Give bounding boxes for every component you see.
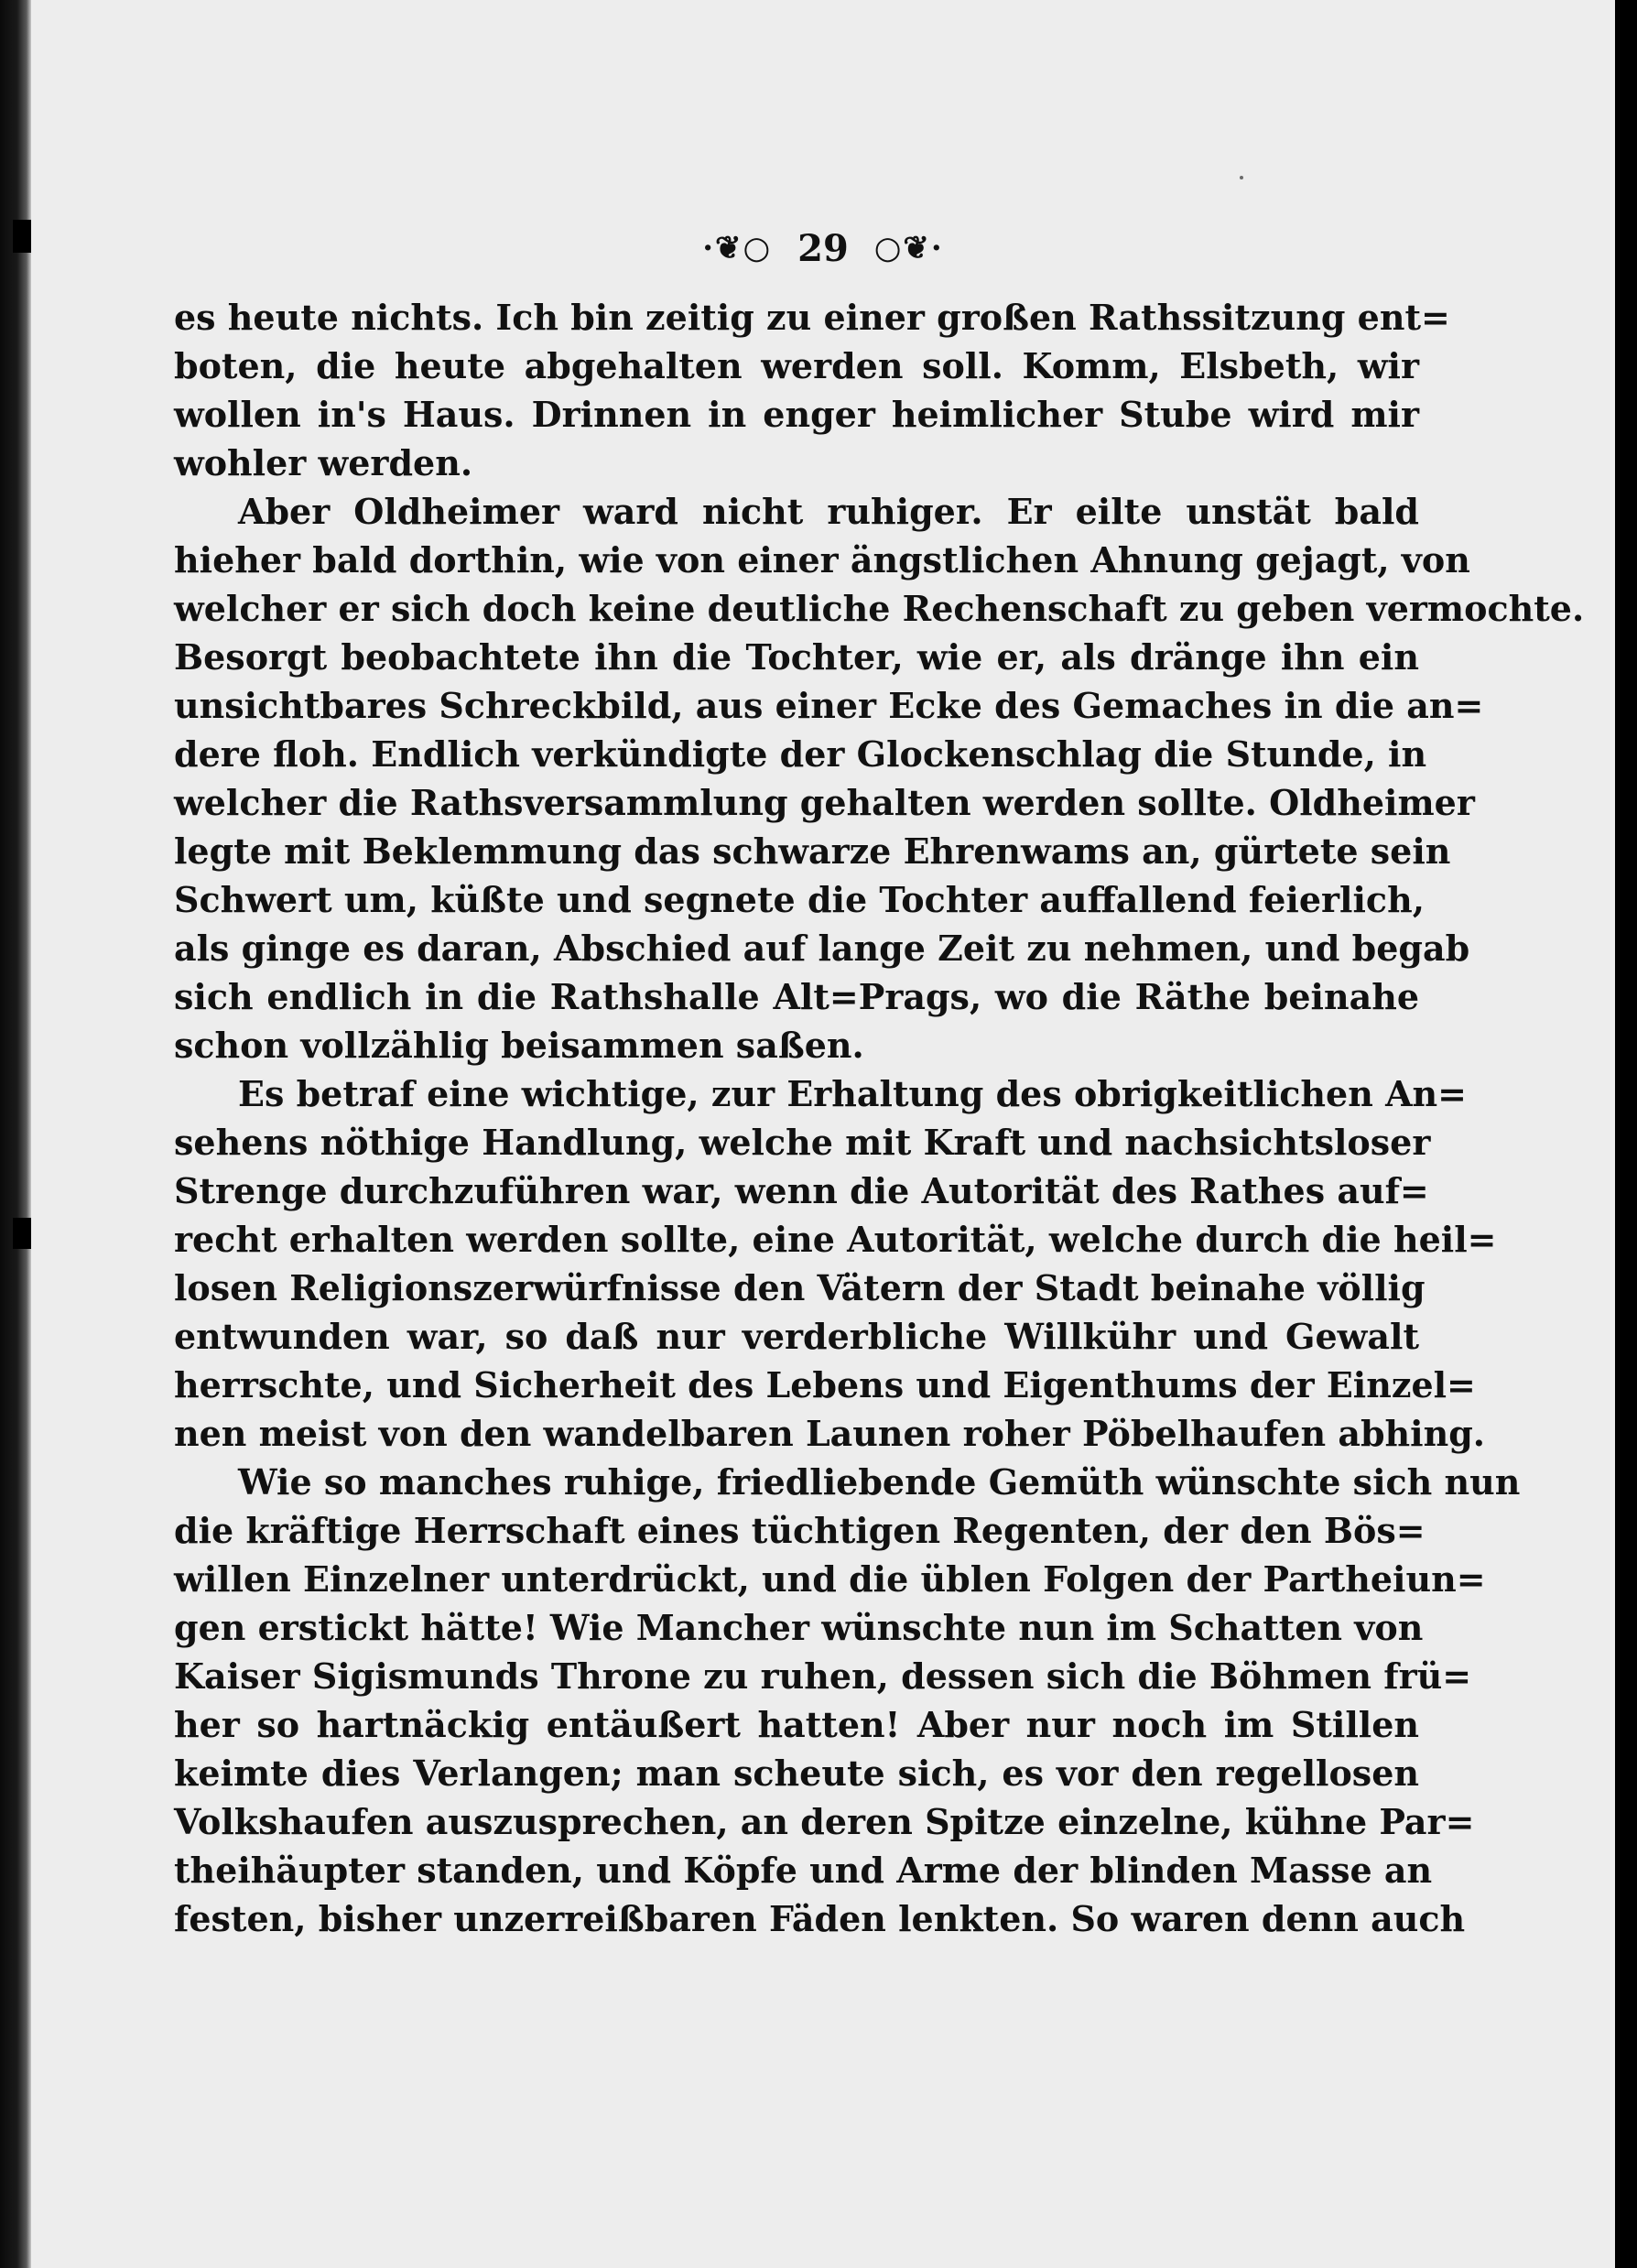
text-line: keimte dies Verlangen; man scheute sich, es vor den regellosen — [174, 1753, 1419, 1794]
text-line: entwunden war, so daß nur verderbliche Willkühr und Gewalt — [174, 1316, 1419, 1357]
text-line: boten, die heute abgehalten werden soll. Komm, Elsbeth, wir — [174, 345, 1419, 386]
text-line: unsichtbares Schreckbild, aus einer Ecke des Gemaches in die an= — [174, 685, 1484, 726]
paper-speck — [1240, 176, 1243, 179]
text-line: welcher die Rathsversammlung gehalten werden sollte. Oldheimer — [174, 782, 1475, 823]
text-line: theihäupter standen, und Köpfe und Arme der blinden Masse an — [174, 1850, 1433, 1891]
text-line: sehens nöthige Handlung, welche mit Kraft und nachsichtsloser — [174, 1122, 1431, 1163]
text-line: Schwert um, küßte und segnete die Tochter auffallend feierlich, — [174, 879, 1425, 920]
text-line: legte mit Beklemmung das schwarze Ehrenwams an, gürtete sein — [174, 830, 1451, 872]
binding-mark — [13, 220, 31, 253]
text-line: nen meist von den wandelbaren Launen roher Pöbelhaufen abhing. — [174, 1413, 1486, 1454]
text-line: Es betraf eine wichtige, zur Erhaltung des obrigkeitlichen An= — [238, 1073, 1468, 1114]
text-line: die kräftige Herrschaft eines tüchtigen Regenten, der den Bös= — [174, 1510, 1426, 1551]
text-line: recht erhalten werden sollte, eine Autorität, welche durch die heil= — [174, 1219, 1497, 1260]
page-header — [31, 223, 1615, 270]
header-ornament-right: ○❦· — [873, 230, 944, 266]
text-line: wollen in's Haus. Drinnen in enger heimlicher Stube wird mir — [174, 394, 1419, 435]
body-text — [174, 293, 1585, 1943]
text-line: festen, bisher unzerreißbaren Fäden lenkten. So waren denn auch — [174, 1898, 1466, 1939]
text-line: Strenge durchzuführen war, wenn die Autorität des Rathes auf= — [174, 1170, 1429, 1211]
text-line: herrschte, und Sicherheit des Lebens und Eigenthums der Einzel= — [174, 1364, 1476, 1405]
text-line: Aber Oldheimer ward nicht ruhiger. Er eilte unstät bald — [238, 491, 1419, 532]
page-number: 29 — [797, 226, 849, 270]
text-line: schon vollzählig beisammen saßen. — [174, 1025, 864, 1066]
text-line: Kaiser Sigismunds Throne zu ruhen, dessen sich die Böhmen frü= — [174, 1655, 1472, 1697]
text-line: hieher bald dorthin, wie von einer ängstlichen Ahnung gejagt, von — [174, 539, 1470, 581]
text-line: sich endlich in die Rathshalle Alt=Prags, wo die Räthe beinahe — [174, 976, 1419, 1017]
binding-edge — [0, 0, 31, 2268]
text-line: losen Religionszerwürfnisse den Vätern der Stadt beinahe völlig — [174, 1267, 1426, 1308]
text-line: Besorgt beobachtete ihn die Tochter, wie er, als dränge ihn ein — [174, 636, 1419, 678]
header-ornament-left: ·❦○ — [702, 230, 773, 266]
binding-mark — [13, 1218, 31, 1249]
text-line: Volkshaufen auszusprechen, an deren Spitze einzelne, kühne Par= — [174, 1801, 1475, 1842]
text-line: gen erstickt hätte! Wie Mancher wünschte nun im Schatten von — [174, 1607, 1424, 1648]
text-line: Wie so manches ruhige, friedliebende Gemüth wünschte sich nun — [238, 1461, 1521, 1503]
text-line: dere floh. Endlich verkündigte der Glockenschlag die Stunde, in — [174, 733, 1427, 775]
right-margin — [1615, 0, 1637, 2268]
text-line: es heute nichts. Ich bin zeitig zu einer großen Rathssitzung ent= — [174, 297, 1450, 338]
text-line: als ginge es daran, Abschied auf lange Zeit zu nehmen, und begab — [174, 928, 1470, 969]
text-line: welcher er sich doch keine deutliche Rechenschaft zu geben vermochte. — [174, 588, 1585, 629]
text-line: her so hartnäckig entäußert hatten! Aber nur noch im Stillen — [174, 1704, 1419, 1745]
text-line: wohler werden. — [174, 442, 473, 483]
text-line: willen Einzelner unterdrückt, und die üblen Folgen der Partheiun= — [174, 1558, 1486, 1600]
paper-sheet — [31, 0, 1615, 2268]
